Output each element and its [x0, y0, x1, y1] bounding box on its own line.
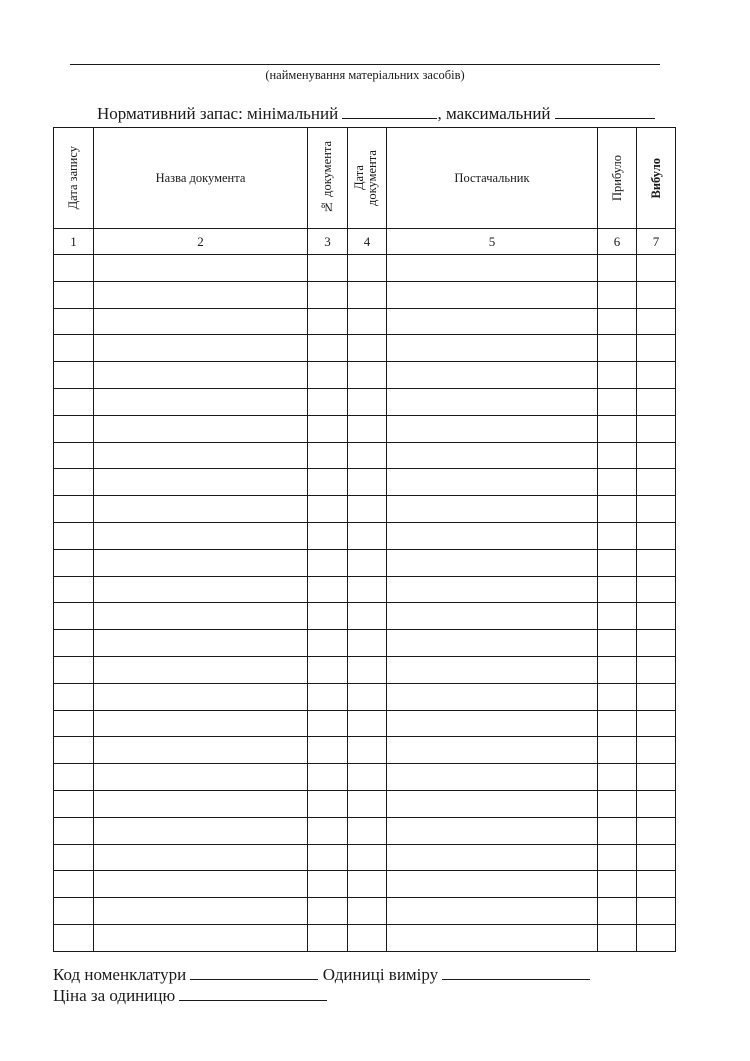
- table-row: [54, 898, 676, 925]
- table-cell[interactable]: [598, 496, 637, 523]
- table-cell[interactable]: [54, 496, 94, 523]
- table-cell[interactable]: [94, 871, 308, 898]
- table-cell[interactable]: [637, 335, 676, 362]
- table-cell[interactable]: [348, 924, 387, 951]
- table-cell[interactable]: [598, 576, 637, 603]
- table-cell[interactable]: [598, 281, 637, 308]
- table-cell[interactable]: [308, 308, 348, 335]
- table-row: [54, 603, 676, 630]
- table-row: [54, 308, 676, 335]
- table-cell[interactable]: [308, 281, 348, 308]
- table-cell[interactable]: [637, 442, 676, 469]
- table-cell[interactable]: [308, 469, 348, 496]
- material-name-line[interactable]: [70, 64, 660, 65]
- column-number: 2: [94, 229, 308, 255]
- table-cell[interactable]: [637, 603, 676, 630]
- table-cell[interactable]: [387, 442, 598, 469]
- table-cell[interactable]: [348, 522, 387, 549]
- table-cell[interactable]: [387, 335, 598, 362]
- table-cell[interactable]: [598, 710, 637, 737]
- table-cell[interactable]: [348, 898, 387, 925]
- table-row: [54, 496, 676, 523]
- min-reserve-blank[interactable]: [342, 117, 437, 119]
- table-cell[interactable]: [637, 388, 676, 415]
- table-cell[interactable]: [348, 496, 387, 523]
- table-cell[interactable]: [348, 308, 387, 335]
- journal-body: [54, 255, 676, 952]
- table-cell[interactable]: [598, 630, 637, 657]
- table-cell[interactable]: [308, 496, 348, 523]
- table-cell[interactable]: [54, 898, 94, 925]
- table-row: [54, 335, 676, 362]
- table-cell[interactable]: [348, 656, 387, 683]
- table-cell[interactable]: [387, 255, 598, 282]
- table-row: [54, 710, 676, 737]
- table-cell[interactable]: [348, 737, 387, 764]
- table-cell[interactable]: [598, 469, 637, 496]
- table-cell[interactable]: [387, 469, 598, 496]
- table-cell[interactable]: [54, 817, 94, 844]
- table-cell[interactable]: [598, 549, 637, 576]
- table-cell[interactable]: [54, 469, 94, 496]
- table-cell[interactable]: [94, 817, 308, 844]
- table-cell[interactable]: [598, 415, 637, 442]
- table-cell[interactable]: [348, 335, 387, 362]
- table-cell[interactable]: [54, 710, 94, 737]
- table-cell[interactable]: [387, 281, 598, 308]
- table-cell[interactable]: [637, 496, 676, 523]
- table-cell[interactable]: [598, 844, 637, 871]
- table-cell[interactable]: [308, 710, 348, 737]
- table-cell[interactable]: [54, 924, 94, 951]
- table-cell[interactable]: [387, 790, 598, 817]
- table-cell[interactable]: [94, 898, 308, 925]
- table-cell[interactable]: [308, 656, 348, 683]
- norm-reserve-label: Нормативний запас: мінімальний: [97, 104, 339, 123]
- table-cell[interactable]: [54, 764, 94, 791]
- units-blank[interactable]: [442, 978, 590, 980]
- header-departed: Вибуло: [637, 128, 676, 229]
- column-number: 3: [308, 229, 348, 255]
- table-cell[interactable]: [387, 844, 598, 871]
- table-cell[interactable]: [598, 764, 637, 791]
- column-number: 1: [54, 229, 94, 255]
- table-cell[interactable]: [387, 871, 598, 898]
- table-cell[interactable]: [94, 522, 308, 549]
- table-row: [54, 630, 676, 657]
- table-cell[interactable]: [348, 469, 387, 496]
- table-cell[interactable]: [54, 362, 94, 389]
- journal-table: [53, 127, 676, 952]
- table-row: [54, 683, 676, 710]
- header-document-date: Дата документа: [348, 128, 387, 229]
- table-cell[interactable]: [387, 522, 598, 549]
- table-cell[interactable]: [598, 817, 637, 844]
- table-cell[interactable]: [598, 737, 637, 764]
- table-cell[interactable]: [348, 790, 387, 817]
- table-cell[interactable]: [308, 924, 348, 951]
- table-cell[interactable]: [94, 924, 308, 951]
- table-cell[interactable]: [308, 522, 348, 549]
- table-cell[interactable]: [94, 308, 308, 335]
- table-cell[interactable]: [308, 335, 348, 362]
- table-cell[interactable]: [94, 576, 308, 603]
- table-cell[interactable]: [348, 442, 387, 469]
- table-row: [54, 924, 676, 951]
- header-record-date: Дата запису: [54, 128, 94, 229]
- table-row: [54, 522, 676, 549]
- column-number: 5: [387, 229, 598, 255]
- table-cell[interactable]: [54, 415, 94, 442]
- table-cell[interactable]: [94, 710, 308, 737]
- table-cell[interactable]: [637, 630, 676, 657]
- table-cell[interactable]: [94, 790, 308, 817]
- table-cell[interactable]: [94, 496, 308, 523]
- table-cell[interactable]: [637, 790, 676, 817]
- table-cell[interactable]: [387, 496, 598, 523]
- table-cell[interactable]: [348, 871, 387, 898]
- table-row: [54, 362, 676, 389]
- table-cell[interactable]: [308, 764, 348, 791]
- table-cell[interactable]: [637, 522, 676, 549]
- table-cell[interactable]: [387, 415, 598, 442]
- table-cell[interactable]: [308, 683, 348, 710]
- table-cell[interactable]: [598, 683, 637, 710]
- table-cell[interactable]: [308, 817, 348, 844]
- table-cell[interactable]: [348, 415, 387, 442]
- table-cell[interactable]: [308, 576, 348, 603]
- table-cell[interactable]: [598, 871, 637, 898]
- table-cell[interactable]: [598, 442, 637, 469]
- table-row: [54, 388, 676, 415]
- table-cell[interactable]: [348, 549, 387, 576]
- table-cell[interactable]: [348, 764, 387, 791]
- table-row: [54, 844, 676, 871]
- column-number: 7: [637, 229, 676, 255]
- table-cell[interactable]: [94, 388, 308, 415]
- table-row: [54, 281, 676, 308]
- table-cell[interactable]: [637, 683, 676, 710]
- table-cell[interactable]: [308, 388, 348, 415]
- table-cell[interactable]: [308, 549, 348, 576]
- table-cell[interactable]: [637, 362, 676, 389]
- table-cell[interactable]: [308, 898, 348, 925]
- table-cell[interactable]: [387, 737, 598, 764]
- norm-reserve-separator: , максимальний: [437, 104, 551, 123]
- table-cell[interactable]: [598, 388, 637, 415]
- max-reserve-blank[interactable]: [555, 117, 655, 119]
- table-cell[interactable]: [637, 255, 676, 282]
- table-cell[interactable]: [637, 844, 676, 871]
- unit-price-blank[interactable]: [179, 999, 327, 1001]
- table-cell[interactable]: [54, 737, 94, 764]
- column-number-row: [54, 229, 676, 255]
- header-document-number: № документа: [308, 128, 348, 229]
- table-row: [54, 576, 676, 603]
- table-cell[interactable]: [54, 281, 94, 308]
- table-cell[interactable]: [637, 576, 676, 603]
- table-cell[interactable]: [308, 844, 348, 871]
- table-cell[interactable]: [308, 871, 348, 898]
- table-cell[interactable]: [94, 844, 308, 871]
- table-cell[interactable]: [348, 281, 387, 308]
- header-document-name: Назва документа: [94, 128, 308, 229]
- table-cell[interactable]: [387, 817, 598, 844]
- table-cell[interactable]: [54, 683, 94, 710]
- table-cell[interactable]: [387, 924, 598, 951]
- table-cell[interactable]: [94, 281, 308, 308]
- column-number: 4: [348, 229, 387, 255]
- table-cell[interactable]: [598, 603, 637, 630]
- table-cell[interactable]: [308, 630, 348, 657]
- table-cell[interactable]: [387, 764, 598, 791]
- footer-line-2: [53, 986, 327, 1006]
- table-cell[interactable]: [94, 335, 308, 362]
- table-cell[interactable]: [94, 415, 308, 442]
- table-cell[interactable]: [387, 603, 598, 630]
- table-cell[interactable]: [94, 656, 308, 683]
- table-cell[interactable]: [94, 683, 308, 710]
- table-cell[interactable]: [94, 630, 308, 657]
- table-cell[interactable]: [54, 630, 94, 657]
- table-cell[interactable]: [308, 790, 348, 817]
- table-cell[interactable]: [348, 683, 387, 710]
- table-cell[interactable]: [94, 255, 308, 282]
- table-cell[interactable]: [308, 737, 348, 764]
- table-cell[interactable]: [387, 576, 598, 603]
- table-cell[interactable]: [598, 656, 637, 683]
- table-row: [54, 255, 676, 282]
- table-cell[interactable]: [598, 335, 637, 362]
- table-cell[interactable]: [387, 362, 598, 389]
- table-cell[interactable]: [348, 710, 387, 737]
- table-cell[interactable]: [94, 603, 308, 630]
- table-cell[interactable]: [348, 630, 387, 657]
- table-cell[interactable]: [598, 362, 637, 389]
- table-cell[interactable]: [308, 362, 348, 389]
- table-cell[interactable]: [637, 764, 676, 791]
- table-cell[interactable]: [348, 817, 387, 844]
- table-cell[interactable]: [348, 844, 387, 871]
- table-cell[interactable]: [637, 281, 676, 308]
- table-row: [54, 415, 676, 442]
- table-cell[interactable]: [637, 871, 676, 898]
- material-name-caption: (найменування матеріальних засобів): [265, 68, 465, 82]
- table-cell[interactable]: [598, 308, 637, 335]
- table-row: [54, 469, 676, 496]
- header-supplier: Постачальник: [387, 128, 598, 229]
- table-row: [54, 871, 676, 898]
- table-cell[interactable]: [94, 764, 308, 791]
- table-cell[interactable]: [308, 415, 348, 442]
- table-cell[interactable]: [637, 308, 676, 335]
- table-cell[interactable]: [54, 871, 94, 898]
- column-number: 6: [598, 229, 637, 255]
- table-cell[interactable]: [54, 522, 94, 549]
- table-cell[interactable]: [598, 522, 637, 549]
- table-cell[interactable]: [637, 898, 676, 925]
- table-row: [54, 442, 676, 469]
- table-cell[interactable]: [637, 549, 676, 576]
- table-cell[interactable]: [54, 844, 94, 871]
- table-cell[interactable]: [54, 549, 94, 576]
- table-cell[interactable]: [94, 469, 308, 496]
- table-cell[interactable]: [598, 898, 637, 925]
- table-cell[interactable]: [94, 442, 308, 469]
- table-cell[interactable]: [637, 415, 676, 442]
- table-cell[interactable]: [637, 817, 676, 844]
- table-row: [54, 549, 676, 576]
- units-label: Одиниці виміру: [322, 965, 439, 984]
- table-cell[interactable]: [387, 308, 598, 335]
- unit-price-label: Ціна за одиницю: [53, 986, 176, 1005]
- table-cell[interactable]: [387, 388, 598, 415]
- table-cell[interactable]: [94, 362, 308, 389]
- table-cell[interactable]: [348, 388, 387, 415]
- table-cell[interactable]: [598, 924, 637, 951]
- table-cell[interactable]: [637, 924, 676, 951]
- table-cell[interactable]: [54, 603, 94, 630]
- footer-line-1: [53, 965, 590, 985]
- table-cell[interactable]: [637, 737, 676, 764]
- table-cell[interactable]: [54, 335, 94, 362]
- table-cell[interactable]: [637, 656, 676, 683]
- nomenclature-code-blank[interactable]: [190, 978, 318, 980]
- table-cell[interactable]: [598, 790, 637, 817]
- table-cell[interactable]: [348, 603, 387, 630]
- table-cell[interactable]: [308, 442, 348, 469]
- table-cell[interactable]: [308, 255, 348, 282]
- table-cell[interactable]: [387, 898, 598, 925]
- table-cell[interactable]: [54, 790, 94, 817]
- table-row: [54, 656, 676, 683]
- norm-reserve-row: [97, 104, 655, 124]
- table-cell[interactable]: [598, 255, 637, 282]
- table-cell[interactable]: [348, 576, 387, 603]
- table-cell[interactable]: [637, 469, 676, 496]
- table-row: [54, 790, 676, 817]
- nomenclature-code-label: Код номенклатури: [53, 965, 187, 984]
- table-cell[interactable]: [387, 630, 598, 657]
- table-cell[interactable]: [387, 710, 598, 737]
- header-arrived: Прибуло: [598, 128, 637, 229]
- table-cell[interactable]: [54, 388, 94, 415]
- table-cell[interactable]: [54, 656, 94, 683]
- header-row: [54, 128, 676, 229]
- table-row: [54, 737, 676, 764]
- table-cell[interactable]: [54, 576, 94, 603]
- table-cell[interactable]: [308, 603, 348, 630]
- table-cell[interactable]: [94, 549, 308, 576]
- table-cell[interactable]: [348, 255, 387, 282]
- table-cell[interactable]: [348, 362, 387, 389]
- table-row: [54, 817, 676, 844]
- table-cell[interactable]: [387, 549, 598, 576]
- table-cell[interactable]: [94, 737, 308, 764]
- table-cell[interactable]: [637, 710, 676, 737]
- table-cell[interactable]: [54, 308, 94, 335]
- table-row: [54, 764, 676, 791]
- table-cell[interactable]: [54, 442, 94, 469]
- table-cell[interactable]: [387, 656, 598, 683]
- table-cell[interactable]: [387, 683, 598, 710]
- table-cell[interactable]: [54, 255, 94, 282]
